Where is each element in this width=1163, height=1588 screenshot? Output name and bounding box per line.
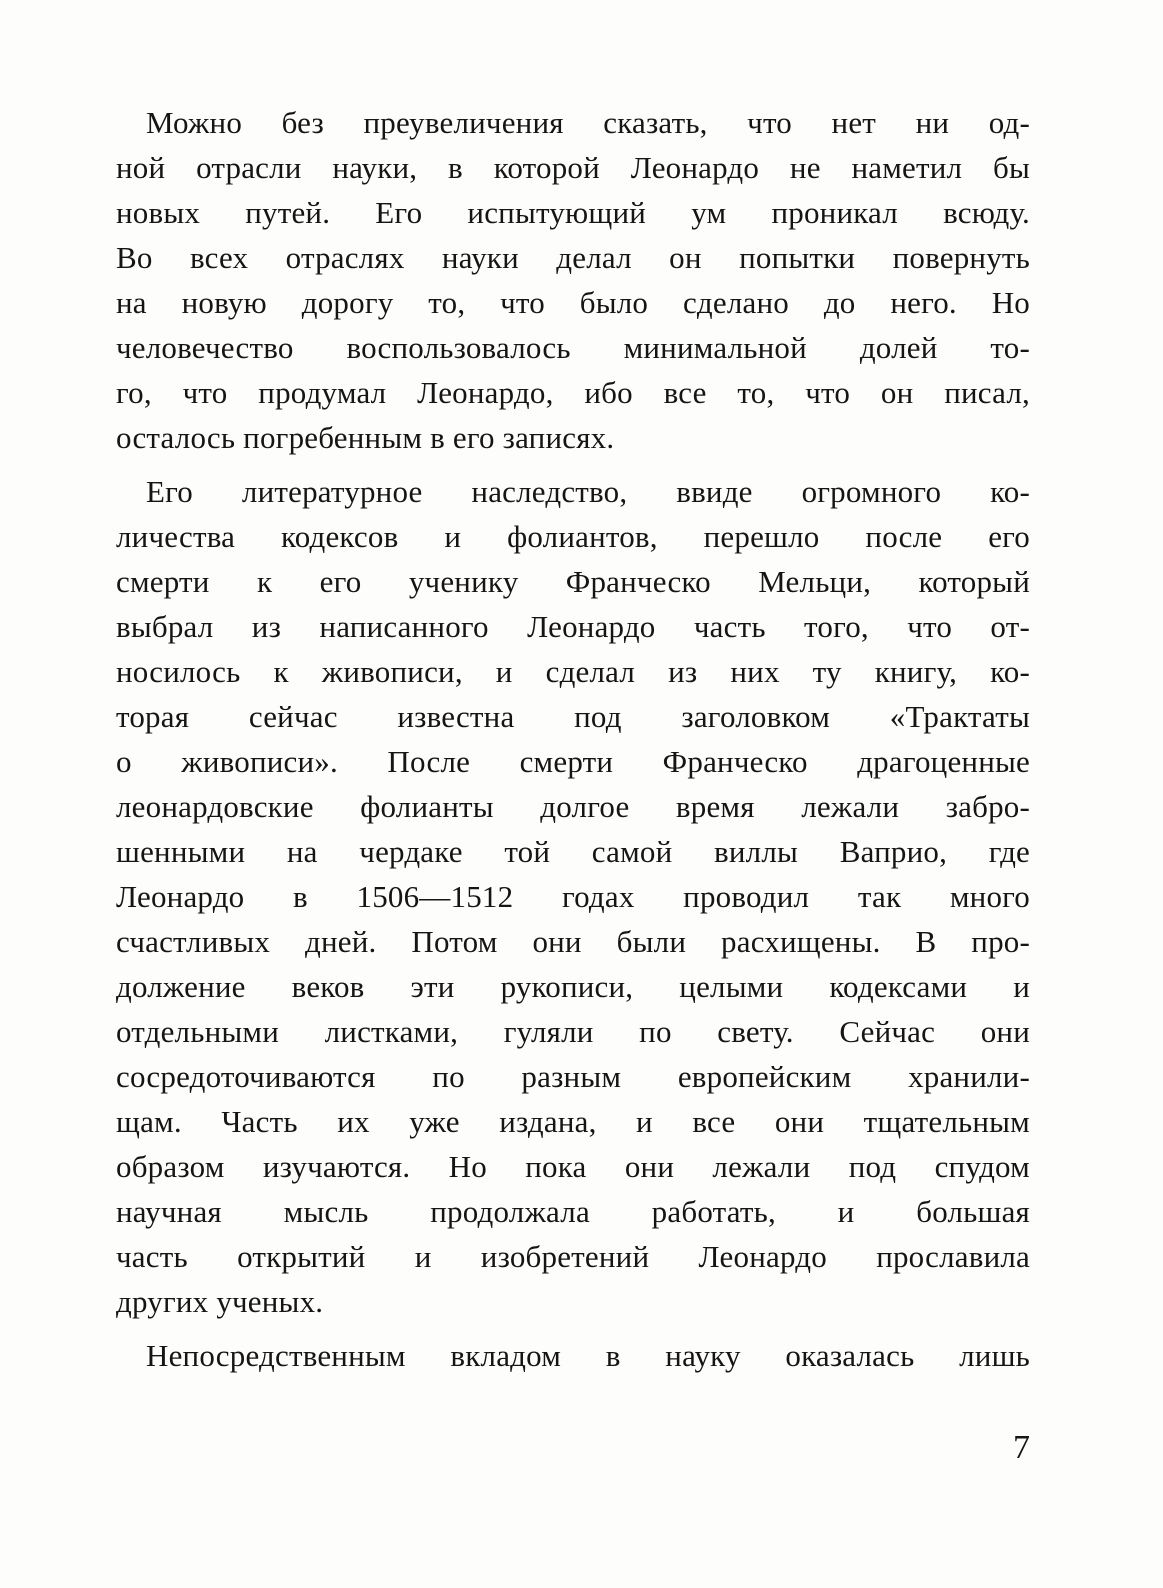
text-line: Его литературное наследство, ввиде огромного ко-: [146, 474, 1030, 509]
page-number: 7: [1013, 1429, 1030, 1466]
text-line: сосредоточиваются по разным европейским хранили-: [116, 1059, 1030, 1094]
text-line: осталось погребенным в его записях.: [116, 420, 615, 455]
text-line: Непосредственным вкладом в науку оказалась лишь: [146, 1338, 1030, 1373]
text-line: леонардовские фолианты долгое время лежали забро-: [116, 789, 1030, 824]
text-line: шенными на чердаке той самой виллы Ваприо, где: [116, 834, 1030, 869]
text-line: Во всех отраслях науки делал он попытки повернуть: [116, 240, 1030, 275]
text-line: личества кодексов и фолиантов, перешло после его: [116, 519, 1030, 554]
text-line: Можно без преувеличения сказать, что нет ни од-: [146, 105, 1030, 140]
text-line: счастливых дней. Потом они были расхищены. В про-: [116, 924, 1030, 959]
paragraph: [116, 1333, 1030, 1378]
paragraph: [116, 469, 1030, 1324]
text-line: человечество воспользовалось минимальной долей то-: [116, 330, 1030, 365]
text-line: на новую дорогу то, что было сделано до него. Но: [116, 285, 1030, 320]
text-line: научная мысль продолжала работать, и большая: [116, 1194, 1030, 1229]
text-line: го, что продумал Леонардо, ибо все то, что он писал,: [116, 375, 1030, 410]
text-line: носилось к живописи, и сделал из них ту книгу, ко-: [116, 654, 1030, 689]
text-line: смерти к его ученику Франческо Мельци, который: [116, 564, 1030, 599]
text-line: о живописи». После смерти Франческо драгоценные: [116, 744, 1030, 779]
text-line: часть открытий и изобретений Леонардо прославила: [116, 1239, 1030, 1274]
text-line: новых путей. Его испытующий ум проникал всюду.: [116, 195, 1030, 230]
text-line: образом изучаются. Но пока они лежали под спудом: [116, 1149, 1030, 1184]
text-line: Леонардо в 1506—1512 годах проводил так много: [116, 879, 1030, 914]
text-line: других ученых.: [116, 1284, 324, 1319]
paragraph: [116, 100, 1030, 460]
text-line: отдельными листками, гуляли по свету. Сейчас они: [116, 1014, 1030, 1049]
page-text: [116, 100, 1030, 1378]
text-line: торая сейчас известна под заголовком «Трактаты: [116, 699, 1030, 734]
text-line: щам. Часть их уже издана, и все они тщательным: [116, 1104, 1030, 1139]
text-line: выбрал из написанного Леонардо часть того, что от-: [116, 609, 1030, 644]
text-line: должение веков эти рукописи, целыми кодексами и: [116, 969, 1030, 1004]
text-line: ной отрасли науки, в которой Леонардо не наметил бы: [116, 150, 1030, 185]
